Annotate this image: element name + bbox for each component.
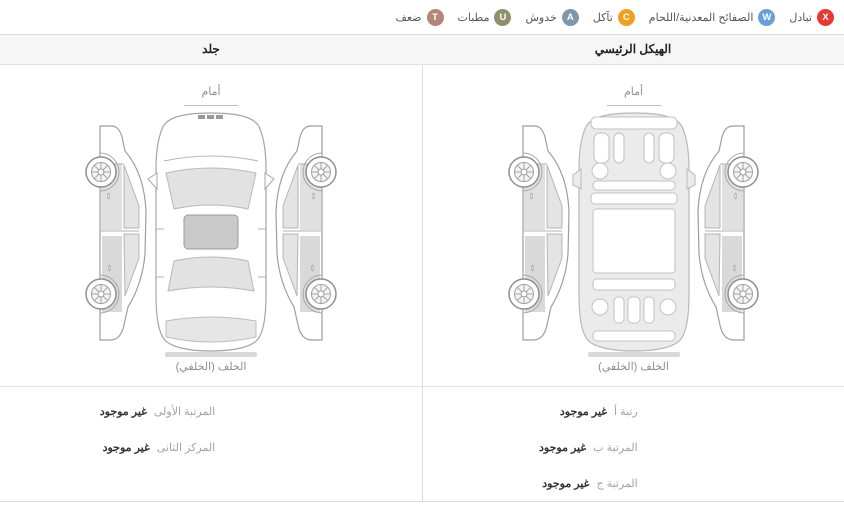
status-row-value: غير موجود [542,477,590,490]
front-label: أمام [201,86,221,98]
main-structure-diagram [423,65,844,386]
main-right-side-car-diagram[interactable] [686,117,764,349]
car-shadow [588,352,680,357]
status-row-seat-c [423,465,638,501]
status-row-value: غير موجود [539,441,587,454]
main-underbody-diagram[interactable] [567,109,701,355]
status-row-value: غير موجود [559,405,608,418]
legend-badge-x: X [817,9,834,26]
legend-item-welding [649,9,776,26]
back-label: الخلف (الخلفي) [175,361,247,373]
legend-item-dents [458,9,512,26]
panel-main-structure [422,65,844,501]
leather-status-rows [0,386,422,501]
legend-badge-u: U [494,9,511,26]
status-row-value: غير موجود [102,441,150,454]
legend-badge-w: W [758,9,775,26]
legend-label-welding: الصفائح المعدنية/اللحام [648,11,754,24]
status-row-seat-b [423,429,638,465]
legend-label-weakness: ضعف [395,11,422,24]
leather-right-side-car-diagram[interactable] [264,117,342,349]
panels-container [0,65,844,502]
legend-item-weakness [395,9,443,26]
leather-diagram [0,65,422,386]
front-underline [607,105,661,106]
status-row-first-seat [0,393,215,429]
legend-label-scratches: خدوش [525,11,557,24]
car-shadow [165,352,257,357]
back-label: الخلف (الخلفي) [598,361,669,373]
panel-leather [0,65,422,501]
front-label: أمام [623,86,644,98]
legend-item-exchange [789,9,834,26]
status-row-label: المركز الثانى [156,441,216,454]
legend-label-dents: مطبات [457,11,490,24]
header-title-leather: جلد [202,42,220,56]
leather-top-view-diagram[interactable] [144,109,278,355]
status-row-label: المرتبة ج [596,477,638,490]
legend-item-corrosion [593,9,635,26]
legend-badge-a: A [562,9,579,26]
status-row-label: المرتبة ب [593,441,638,454]
legend-badge-t: T [427,9,444,26]
header-title-main-structure: الهيكل الرئيسي [594,42,672,56]
legend-label-corrosion: تآكل [592,11,613,24]
status-row-seat-a [423,393,638,429]
legend-badge-c: C [618,9,635,26]
section-header-row [0,34,844,65]
front-underline [184,105,238,106]
status-row-label: المرتبة الأولى [153,405,216,418]
main-structure-status-rows [423,386,844,501]
status-row-value: غير موجود [99,405,147,418]
status-row-second-seat [0,429,215,465]
damage-legend [0,0,844,34]
status-row-label: رتبة أ [614,405,638,418]
legend-label-exchange: تبادل [789,11,812,24]
legend-item-scratches [525,9,578,26]
